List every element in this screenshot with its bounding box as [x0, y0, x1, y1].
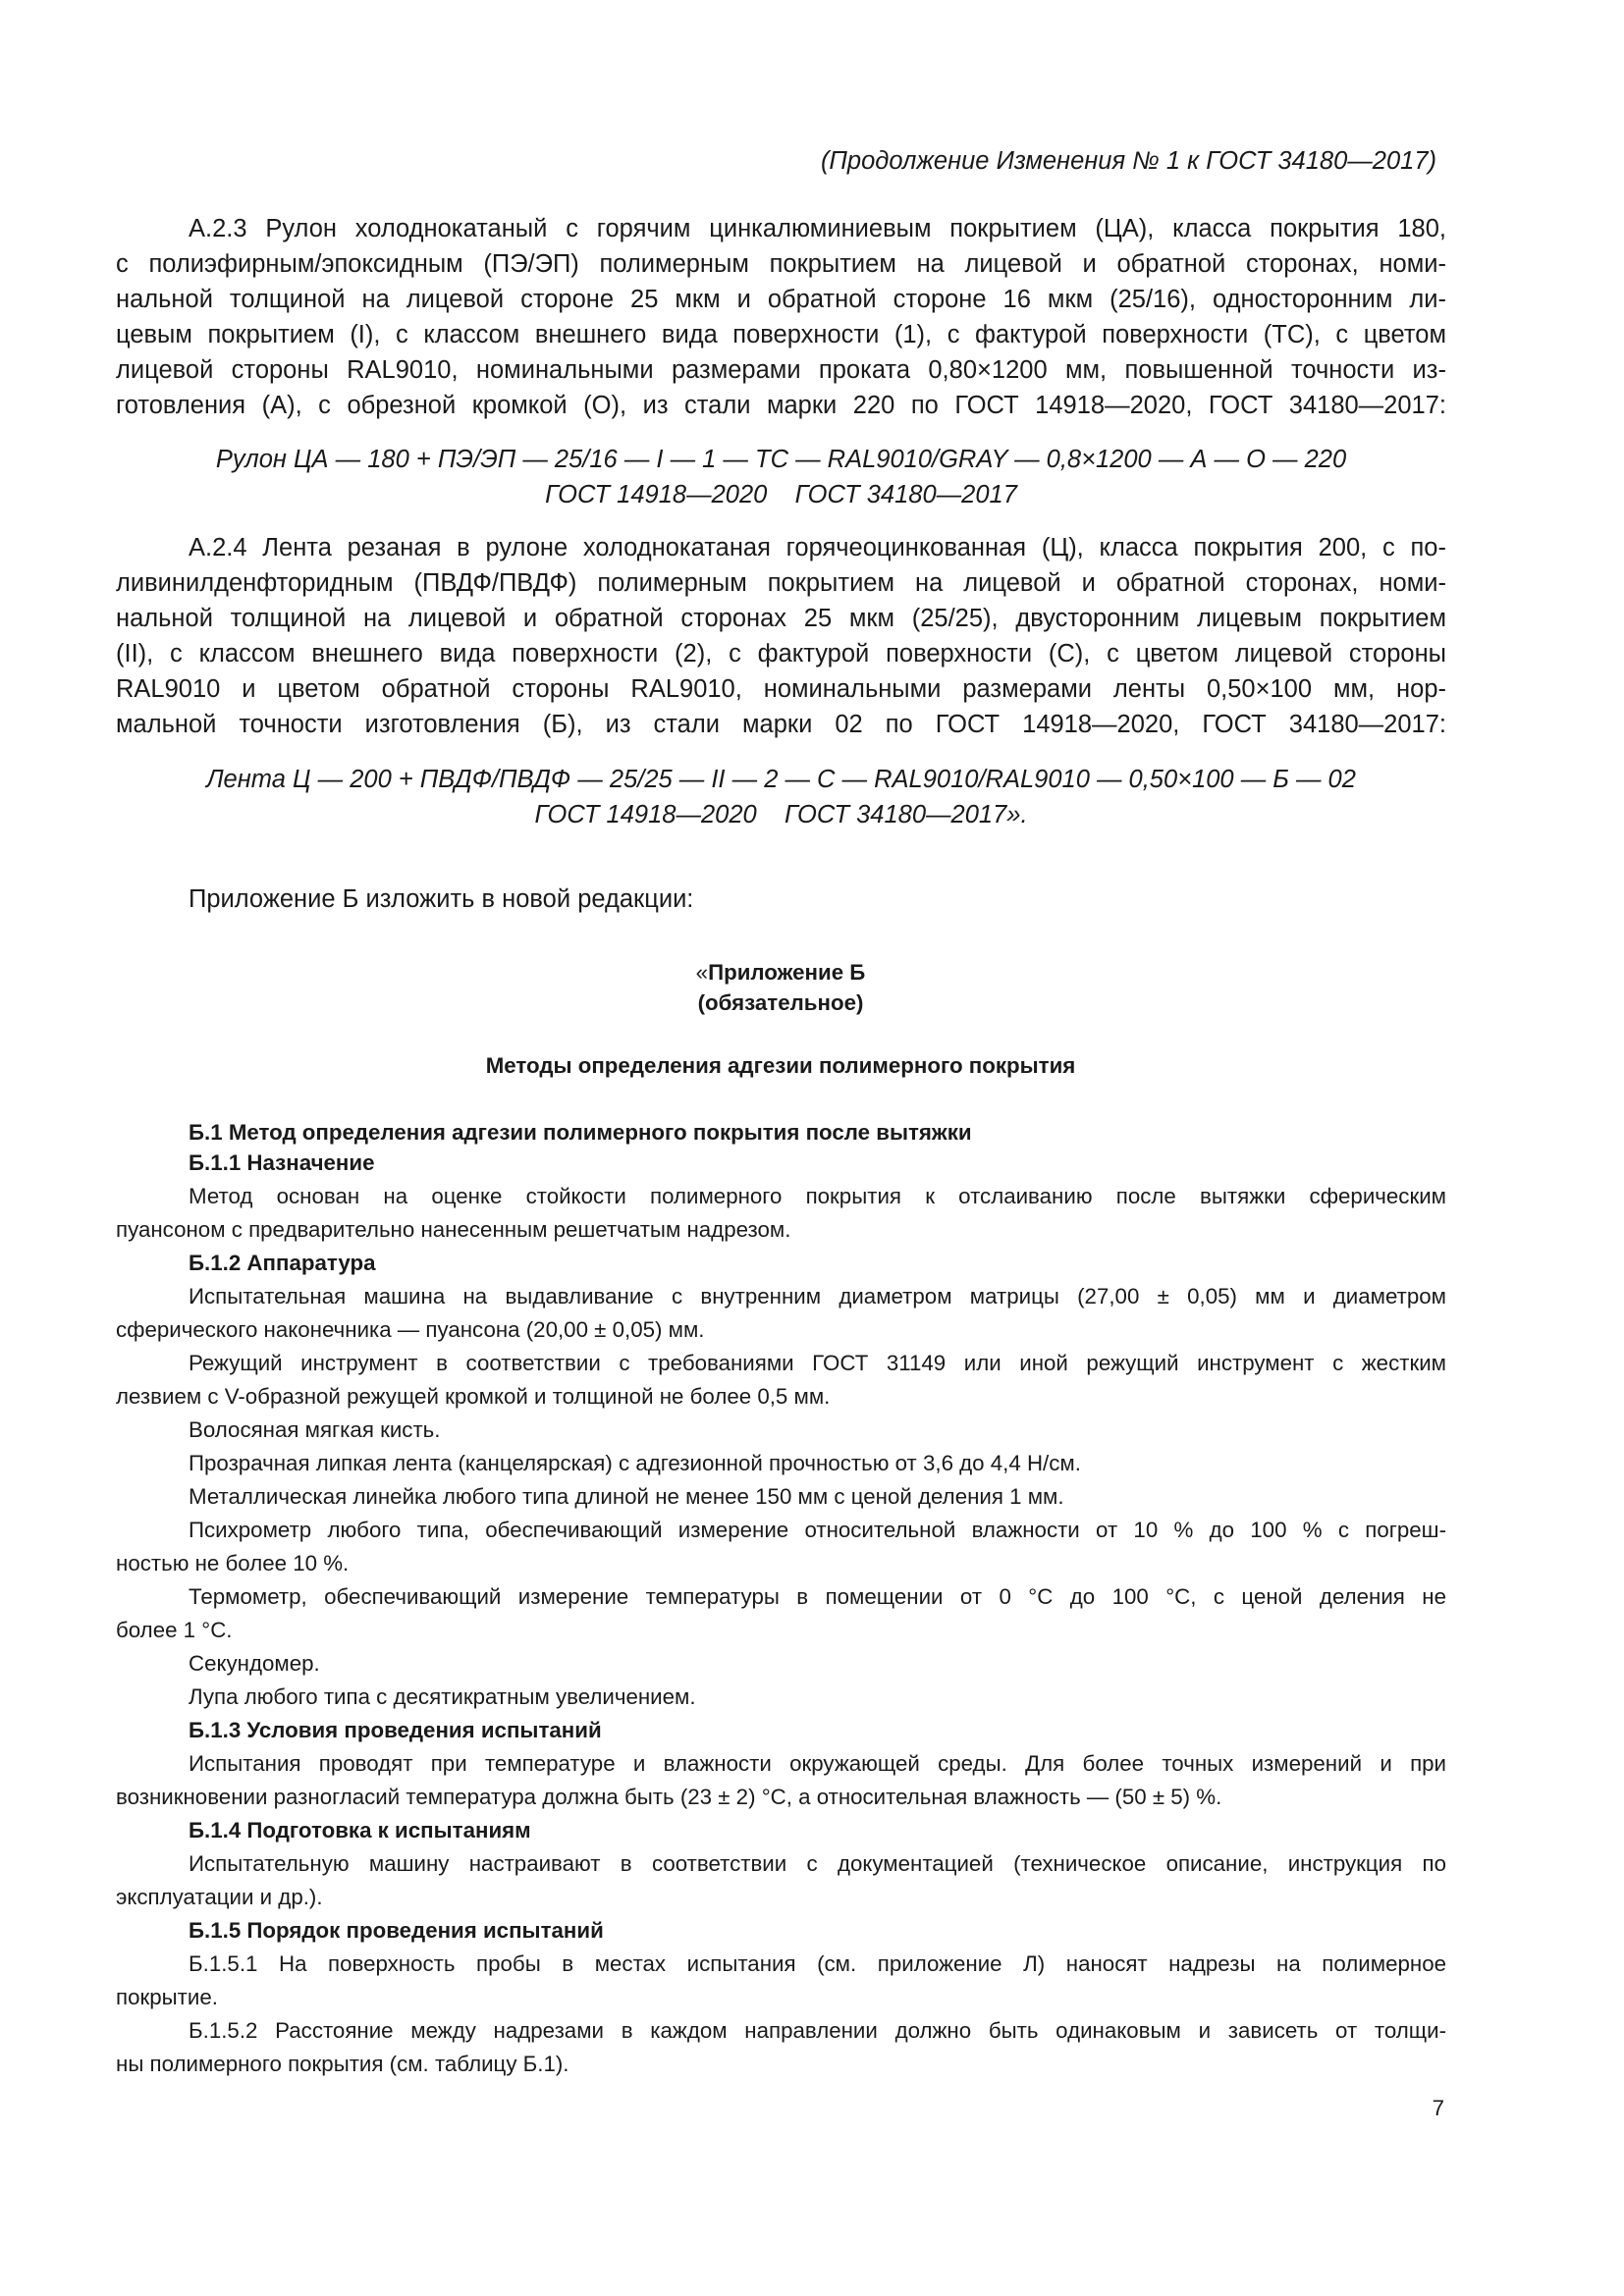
b152-line-1: Б.1.5.2 Расстояние между надрезами в каждом направлении должно быть одинаковым и зависеть от толщи- — [189, 2018, 1446, 2043]
b12-tape: Прозрачная липкая лента (канцелярская) с адгезионной прочностью от 3,6 до 4,4 Н/см. — [189, 1451, 1081, 1475]
amendment-instruction: Приложение Б изложить в новой редакции: — [189, 885, 694, 913]
b11-title: Б.1.1 Назначение — [189, 1150, 375, 1175]
b14-title: Б.1.4 Подготовка к испытаниям — [189, 1818, 531, 1842]
b12-stopwatch: Секундомер. — [189, 1651, 320, 1676]
b14-text-line-1: Испытательную машину настраивают в соответствии с документацией (техническое описание, инструкция по — [189, 1851, 1446, 1876]
opening-quote: « — [695, 960, 709, 985]
a24-line-6: мальной точности изготовления (Б), из стали марки 02 по ГОСТ 14918—2020, ГОСТ 34180—2017: — [116, 711, 1446, 738]
b12-psychrometer-line-2: ностью не более 10 %. — [116, 1551, 350, 1575]
a24-line-4: (II), с классом внешнего вида поверхности (2), с фактурой поверхности (С), с цветом лицевой стороны — [116, 640, 1446, 667]
a24-line-1: А.2.4 Лента резаная в рулоне холоднокатаная горячеоцинкованная (Ц), класса покрытия 200, с по- — [189, 534, 1446, 561]
a24-designation: Лента Ц — 200 + ПВДФ/ПВДФ — 25/25 — II — 2 — С — RAL9010/RAL9010 — 0,50×100 — Б — 02 — [206, 766, 1356, 793]
b1-title: Б.1 Метод определения адгезии полимерного покрытия после вытяжки — [189, 1120, 972, 1145]
appendix-heading: Методы определения адгезии полимерного покрытия — [485, 1053, 1076, 1078]
b12-machine-line-1: Испытательная машина на выдавливание с внутренним диаметром матрицы (27,00 ± 0,05) мм и диаметром — [189, 1284, 1446, 1308]
b152-line-2: ны полимерного покрытия (см. таблицу Б.1). — [116, 2052, 569, 2076]
b11-text-line-1: Метод основан на оценке стойкости полимерного покрытия к отслаиванию после вытяжки сферическим — [189, 1184, 1446, 1208]
b12-title: Б.1.2 Аппаратура — [189, 1251, 376, 1275]
a23-line-4: цевым покрытием (I), с классом внешнего вида поверхности (1), с фактурой поверхности (ТС), с цветом — [116, 321, 1446, 348]
b12-machine-line-2: сферического наконечника — пуансона (20,00 ± 0,05) мм. — [116, 1317, 705, 1342]
b11-text-line-2: пуансоном с предварительно нанесенным решетчатым надрезом. — [116, 1217, 791, 1242]
a23-line-5: лицевой стороны RAL9010, номинальными размерами проката 0,80×1200 мм, повышенной точности из- — [116, 356, 1446, 384]
a23-line-3: нальной толщиной на лицевой стороне 25 мкм и обратной стороне 16 мкм (25/16), односторонним ли- — [116, 286, 1446, 313]
b12-ruler: Металлическая линейка любого типа длиной не менее 150 мм с ценой деления 1 мм. — [189, 1484, 1064, 1509]
b151-line-1: Б.1.5.1 На поверхность пробы в местах испытания (см. приложение Л) наносят надрезы на полимерное — [189, 1951, 1446, 1976]
appendix-title — [0, 957, 1561, 988]
b12-brush: Волосяная мягкая кисть. — [189, 1417, 441, 1442]
a23-line-1: А.2.3 Рулон холоднокатаный с горячим цинкалюминиевым покрытием (ЦА), класса покрытия 180, — [189, 215, 1446, 242]
b15-title: Б.1.5 Порядок проведения испытаний — [189, 1918, 604, 1943]
b151-line-2: покрытие. — [116, 1985, 218, 2009]
b13-title: Б.1.3 Условия проведения испытаний — [189, 1718, 602, 1742]
b12-loupe: Лупа любого типа с десятикратным увеличением. — [189, 1684, 696, 1709]
appendix-title-text: Приложение Б — [708, 960, 866, 985]
running-header: (Продолжение Изменения № 1 к ГОСТ 34180—2017) — [820, 147, 1436, 175]
b12-thermometer-line-2: более 1 °С. — [116, 1618, 233, 1642]
a24-line-5: RAL9010 и цветом обратной стороны RAL9010, номинальными размерами ленты 0,50×100 мм, нор- — [116, 675, 1446, 703]
b13-text-line-1: Испытания проводят при температуре и влажности окружающей среды. Для более точных измерений и при — [189, 1751, 1446, 1776]
b13-text-line-2: возникновении разногласий температура должна быть (23 ± 2) °С, а относительная влажность — (50 ± 5) %. — [116, 1785, 1222, 1809]
b12-tool-line-1: Режущий инструмент в соответствии с требованиями ГОСТ 31149 или иной режущий инструмент с жестким — [189, 1351, 1446, 1375]
a24-designation-standards: ГОСТ 14918—2020 ГОСТ 34180—2017». — [534, 801, 1028, 828]
a24-line-2: ливинилденфторидным (ПВДФ/ПВДФ) полимерным покрытием на лицевой и обратной сторонах, номи- — [116, 569, 1446, 597]
a23-designation: Рулон ЦА — 180 + ПЭ/ЭП — 25/16 — I — 1 — ТС — RAL9010/GRAY — 0,8×1200 — А — О — 220 — [215, 446, 1347, 473]
appendix-status: (обязательное) — [697, 990, 864, 1015]
b14-text-line-2: эксплуатации и др.). — [116, 1885, 323, 1909]
b12-thermometer-line-1: Термометр, обеспечивающий измерение температуры в помещении от 0 °С до 100 °С, с ценой деления не — [189, 1584, 1446, 1609]
a24-line-3: нальной толщиной на лицевой и обратной сторонах 25 мкм (25/25), двусторонним лицевым покрытием — [116, 605, 1446, 632]
a23-designation-standards: ГОСТ 14918—2020 ГОСТ 34180—2017 — [545, 481, 1017, 508]
b12-psychrometer-line-1: Психрометр любого типа, обеспечивающий измерение относительной влажности от 10 % до 100 % с погреш- — [189, 1518, 1446, 1542]
b12-tool-line-2: лезвием с V-образной режущей кромкой и толщиной не более 0,5 мм. — [116, 1384, 831, 1409]
a23-line-6: готовления (А), с обрезной кромкой (О), из стали марки 220 по ГОСТ 14918—2020, ГОСТ 34180—2017: — [116, 392, 1446, 419]
a23-line-2: с полиэфирным/эпоксидным (ПЭ/ЭП) полимерным покрытием на лицевой и обратной сторонах, номи- — [116, 250, 1446, 278]
page-number: 7 — [1432, 2096, 1444, 2120]
